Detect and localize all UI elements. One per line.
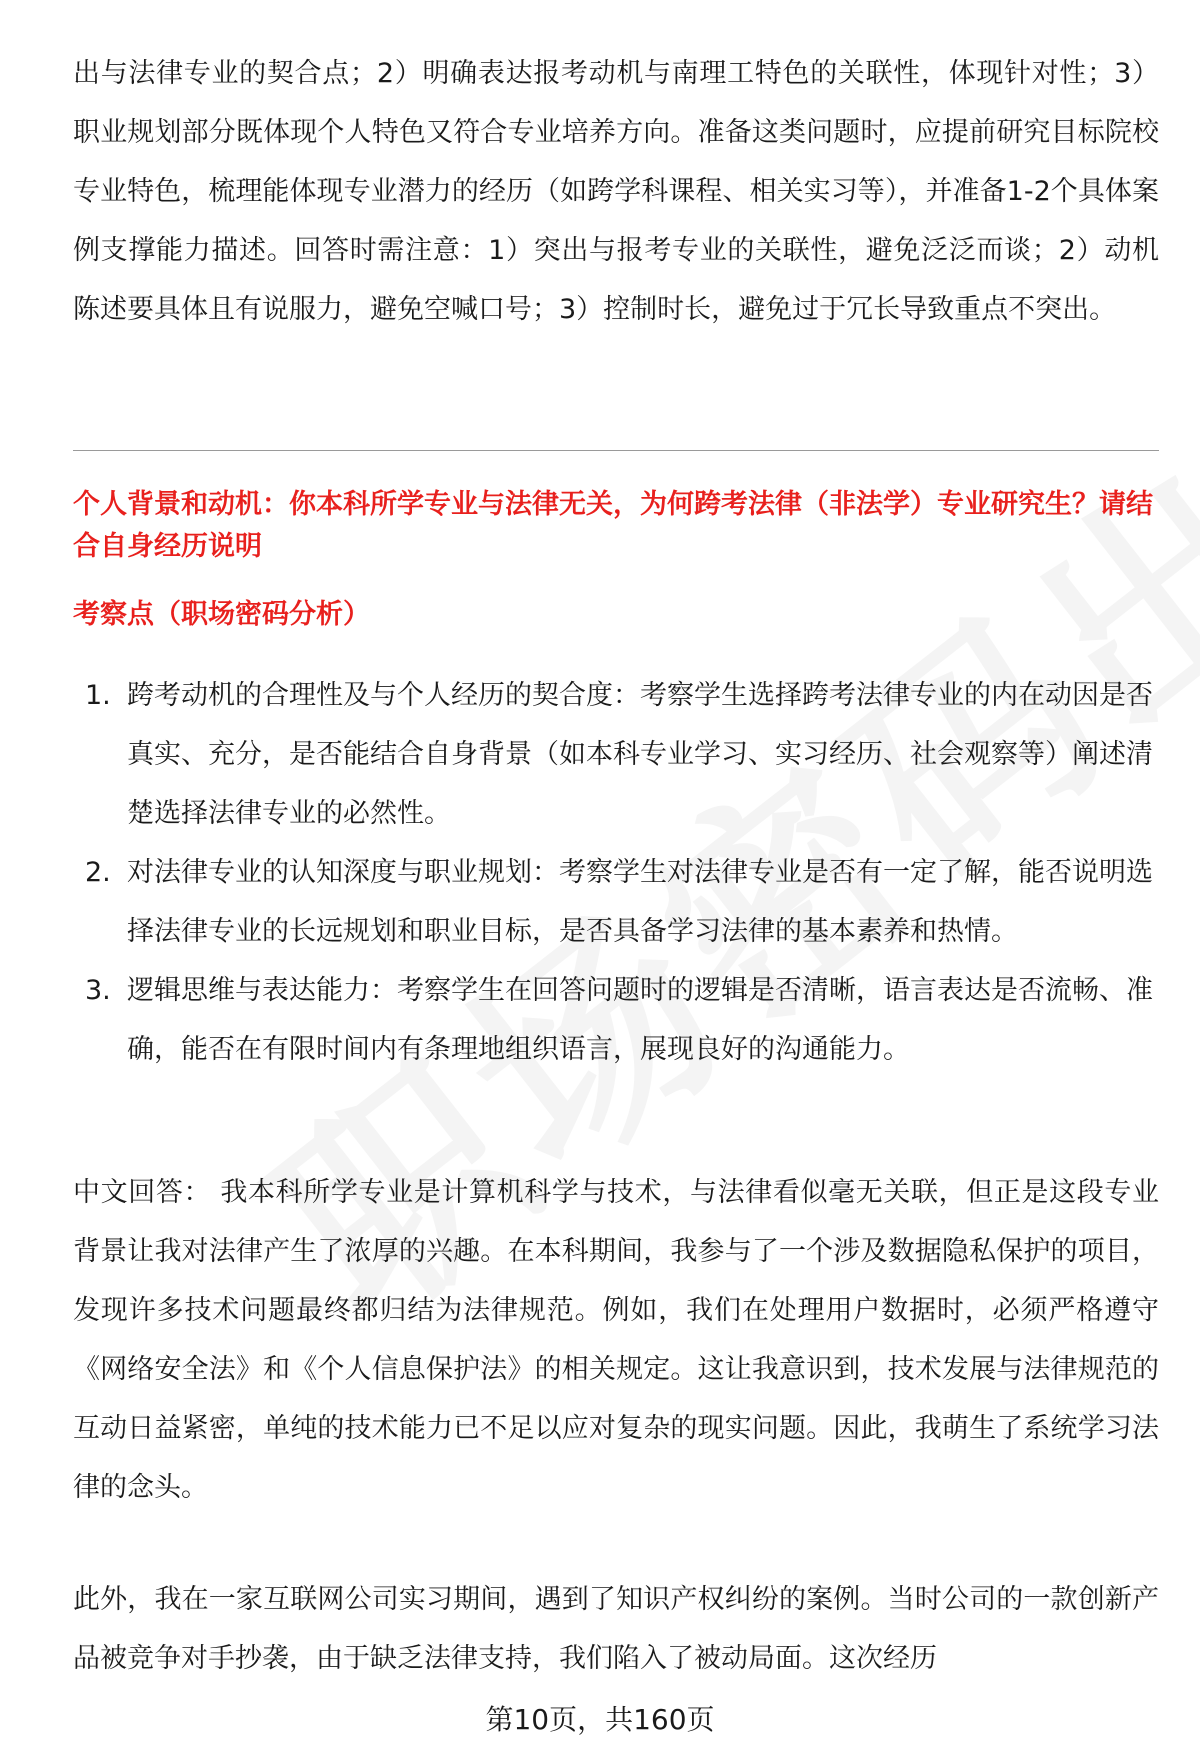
list-item-text: 逻辑思维与表达能力：考察学生在回答问题时的逻辑是否清晰，语言表达是否流畅、准确，能否在有限时间内有条理地组织语言，展现良好的沟通能力。 <box>127 975 1153 1065</box>
section-heading: 考察点（职场密码分析） <box>73 599 370 630</box>
list-number: 2. <box>85 857 111 888</box>
page-number-footer: 第10页，共160页 <box>485 1703 715 1736</box>
question-heading: 个人背景和动机：你本科所学专业与法律无关，为何跨考法律（非法学）专业研究生？请结合自身经历说明 <box>73 489 1153 562</box>
assessment-points-list <box>73 666 1159 1079</box>
intro-paragraph: 出与法律专业的契合点；2）明确表达报考动机与南理工特色的关联性，体现针对性；3）职业规划部分既体现个人特色又符合专业培养方向。准备这类问题时，应提前研究目标院校专业特色，梳理能体现专业潜力的经历（如跨学科课程、相关实习等），并准备1-2个具体案例支撑能力描述。回答时需注意：1）突出与报考专业的关联性，避免泛泛而谈；2）动机陈述要具体且有说服力，避免空喊口号；3）控制时长，避免过于冗长导致重点不突出。 <box>73 58 1159 325</box>
list-item <box>73 666 1159 843</box>
list-number: 3. <box>85 975 111 1006</box>
answer-paragraph: 中文回答： 我本科所学专业是计算机科学与技术，与法律看似毫无关联，但正是这段专业背景让我对法律产生了浓厚的兴趣。在本科期间，我参与了一个涉及数据隐私保护的项目，发现许多技术问题最终都归结为法律规范。例如，我们在处理用户数据时，必须严格遵守《网络安全法》和《个人信息保护法》的相关规定。这让我意识到，技术发展与法律规范的互动日益紧密，单纯的技术能力已不足以应对复杂的现实问题。因此，我萌生了系统学习法律的念头。 <box>73 1177 1159 1503</box>
list-number: 1. <box>85 680 111 711</box>
list-item-text: 跨考动机的合理性及与个人经历的契合度：考察学生选择跨考法律专业的内在动因是否真实、充分，是否能结合自身背景（如本科专业学习、实习经历、社会观察等）阐述清楚选择法律专业的必然性。 <box>127 680 1153 829</box>
section-divider <box>73 450 1159 451</box>
answer-paragraph-continued: 此外，我在一家互联网公司实习期间，遇到了知识产权纠纷的案例。当时公司的一款创新产品被竞争对手抄袭，由于缺乏法律支持，我们陷入了被动局面。这次经历 <box>73 1584 1159 1674</box>
list-item <box>73 961 1159 1079</box>
list-item <box>73 843 1159 961</box>
list-item-text: 对法律专业的认知深度与职业规划：考察学生对法律专业是否有一定了解，能否说明选择法律专业的长远规划和职业目标，是否具备学习法律的基本素养和热情。 <box>127 857 1153 947</box>
